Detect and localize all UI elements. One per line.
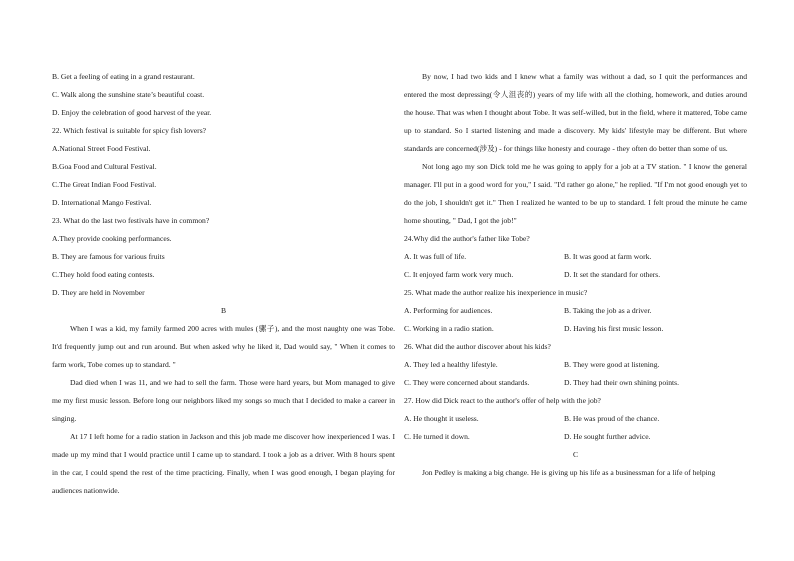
option-line: B. Get a feeling of eating in a grand restaurant. [52,72,195,81]
option-d: D. They had their own shining points. [564,378,680,387]
paragraph: At 17 I left home for a radio station in Jackson and this job made me discover how inexperienced I was. I made up my mind that I would practice until I came up to standard. I took a job as a driver. With 8 hours spent in the car, I could spend the rest of the time practicing. Finally, when I was good enough, I began playing for audiences nationwide. [52,432,395,495]
paragraph: Dad died when I was 11, and we had to sell the farm. Those were hard years, but Mom managed to give me my first music lesson. Before long our neighbors liked my songs so much that I decided to make a career in singing. [52,378,395,423]
paragraph: Jon Pedley is making a big change. He is giving up his life as a businessman for a life of helping [422,468,716,477]
options-row [404,248,747,266]
options-row [404,428,747,446]
option-a: A. Performing for audiences. [404,306,493,315]
paragraph: When I was a kid, my family farmed 200 acres with mules (骡子), and the most naughty one was Tobe. It'd frequently jump out and run around. But when asked why he liked it, Dad would say, " When it comes to farm work, Tobe comes up to standard. " [52,324,395,369]
option-a: A. He thought it useless. [404,414,479,423]
option-line: C. Walk along the sunshine state’s beautiful coast. [52,90,205,99]
option-d: D. It set the standard for others. [564,270,661,279]
section-b-heading: B [220,306,227,315]
question-27: 27. How did Dick react to the author's offer of help with the job? [404,396,601,405]
passage-b-continued [404,68,747,230]
option-line: C.The Great Indian Food Festival. [52,180,157,189]
option-line: D. Enjoy the celebration of good harvest of the year. [52,108,212,117]
right-column [404,68,747,482]
option-line: C.They hold food eating contests. [52,270,155,279]
option-b: B. Taking the job as a driver. [564,306,652,315]
option-d: D. He sought further advice. [564,432,651,441]
question-22: 22. Which festival is suitable for spicy fish lovers? [52,126,207,135]
option-d: D. Having his first music lesson. [564,324,664,333]
option-line: A.National Street Food Festival. [52,144,151,153]
option-c: C. They were concerned about standards. [404,378,530,387]
option-a: A. They led a healthy lifestyle. [404,360,498,369]
options-row [404,266,747,284]
passage-b [52,320,395,500]
option-b: B. It was good at farm work. [564,252,652,261]
options-row [404,320,747,338]
section-c-heading: C [572,450,579,459]
option-b: B. He was proud of the chance. [564,414,660,423]
options-row [404,302,747,320]
options-row [404,374,747,392]
option-line: A.They provide cooking performances. [52,234,172,243]
option-c: C. Working in a radio station. [404,324,494,333]
options-row [404,410,747,428]
options-row [404,356,747,374]
paragraph: Not long ago my son Dick told me he was going to apply for a job at a TV station. " I know the general manager. I'll put in a good word for you," I said. "I'd rather go alone," he replied. "If I'm not good enough yet to do the job, I shouldn't get it." Then I realized he wanted to be up to standard. I felt proud the minute he came home shouting, " Dad, I got the job!" [404,162,747,225]
paragraph: By now, I had two kids and I knew what a family was without a dad, so I quit the performances and entered the most depressing(令人沮丧的) years of my life with all the clothing, homework, and duties around the house. That was when I thought about Tobe. It was self-willed, but in the field, where it mattered, Tobe came up to standard. So I started listening and made a discovery. My kids' lifestyle may be different. But where standards are concerned(涉及) - for things like honesty and courage - they often do better than some of us. [404,72,747,153]
left-column [52,68,395,500]
option-line: B. They are famous for various fruits [52,252,165,261]
option-b: B. They were good at listening. [564,360,660,369]
question-23: 23. What do the last two festivals have in common? [52,216,210,225]
option-line: D. They are held in November [52,288,145,297]
option-a: A. It was full of life. [404,252,467,261]
question-25: 25. What made the author realize his inexperience in music? [404,288,588,297]
question-24: 24.Why did the author's father like Tobe? [404,234,530,243]
option-c: C. It enjoyed farm work very much. [404,270,514,279]
passage-c [404,464,747,482]
option-c: C. He turned it down. [404,432,470,441]
option-line: D. International Mango Festival. [52,198,152,207]
question-26: 26. What did the author discover about his kids? [404,342,551,351]
option-line: B.Goa Food and Cultural Festival. [52,162,157,171]
